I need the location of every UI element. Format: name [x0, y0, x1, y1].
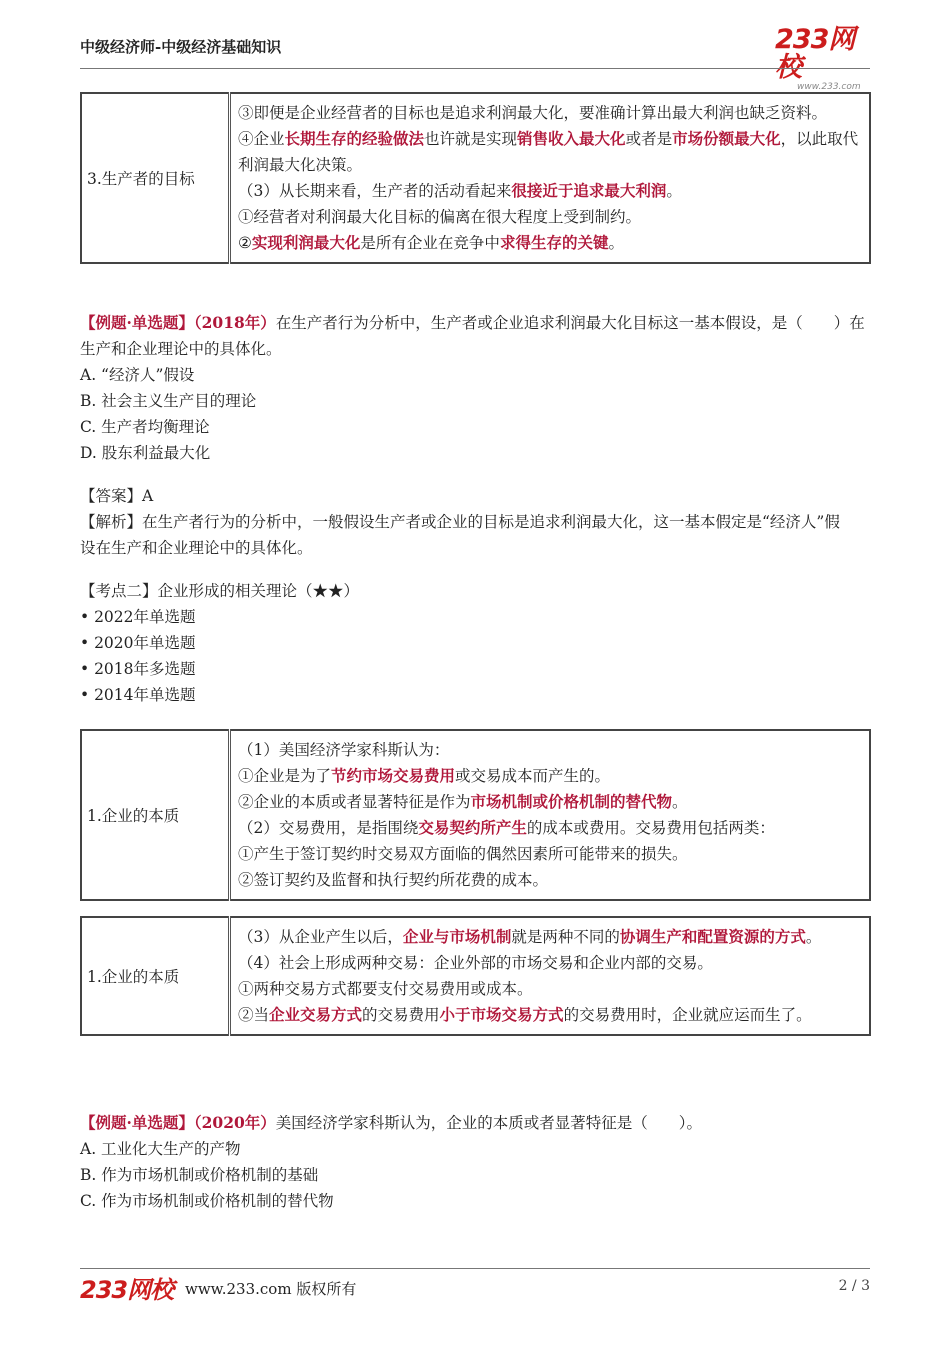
option-b: B. 社会主义生产目的理论: [80, 392, 257, 410]
header-divider: [80, 68, 870, 69]
answer-block: [80, 483, 840, 561]
page-number: 2 / 3: [838, 1278, 870, 1294]
table-line: [238, 178, 861, 204]
body-text: ，以此取代利润最大化决策。: [238, 130, 859, 174]
table-enterprise-essence-1: [80, 729, 871, 901]
knowledge-point: [80, 578, 880, 708]
kp-item: • 2022年单选题: [80, 608, 196, 626]
table-line: [238, 976, 861, 1002]
body-text: 的交易费用时，企业就应运而生了。: [563, 1006, 812, 1024]
option-c: C. 作为市场机制或价格机制的替代物: [80, 1192, 334, 1210]
body-text: ②当: [238, 1006, 270, 1024]
highlight-text: 节约市场交易费用: [331, 766, 456, 785]
body-text: 或交易成本而产生的。: [455, 767, 611, 785]
footer-divider: [80, 1268, 870, 1269]
table-line: [238, 763, 861, 789]
option-d: D. 股东利益最大化: [80, 444, 211, 462]
body-text: 就是两种不同的: [511, 928, 620, 946]
table-line: [238, 1002, 861, 1028]
table-content: [230, 93, 871, 263]
body-text: （3）从长期来看，生产者的活动看起来: [238, 182, 512, 200]
highlight-text: 市场份额最大化: [672, 129, 781, 148]
brand-logo: [775, 24, 875, 92]
footer-logo: 233网校: [80, 1276, 174, 1304]
table-line: [238, 815, 861, 841]
question-line: [80, 1110, 880, 1136]
kp-item: • 2020年单选题: [80, 634, 196, 652]
header-title: 中级经济师-中级经济基础知识: [80, 38, 282, 56]
table-line: [238, 841, 861, 867]
body-text: 或者是: [625, 130, 673, 148]
kp-item: • 2014年单选题: [80, 686, 196, 704]
table-label: 1.企业的本质: [81, 730, 230, 900]
question-tag: 【例题·单选题】（2020年）: [80, 1113, 276, 1132]
logo-text: 233网校: [775, 24, 855, 83]
highlight-text: 实现利润最大化: [251, 233, 361, 252]
table-line: [238, 737, 861, 763]
body-text: ①经营者对利润最大化目标的偏离在很大程度上受到制约。: [238, 208, 642, 226]
body-text: 。: [805, 928, 822, 946]
table-line: [238, 924, 861, 950]
body-text: ②签订契约及监督和执行契约所花费的成本。: [238, 871, 549, 889]
body-text: 的成本或费用。交易费用包括两类：: [526, 819, 775, 837]
question-tag: 【例题·单选题】（2018年）: [80, 313, 276, 332]
body-text: ②: [238, 234, 252, 252]
body-text: 是所有企业在竞争中: [360, 234, 500, 252]
body-text: ①两种交易方式都要支付交易费用或成本。: [238, 980, 533, 998]
table-line: [238, 950, 861, 976]
answer-text: 【答案】A: [80, 487, 154, 505]
highlight-text: 市场机制或价格机制的替代物: [470, 792, 673, 811]
highlight-text: 交易契约所产生: [418, 818, 527, 837]
highlight-text: 小于市场交易方式: [439, 1005, 564, 1024]
highlight-text: 企业交易方式: [269, 1005, 363, 1024]
highlight-text: 长期生存的经验做法: [284, 129, 425, 148]
body-text: 。: [672, 793, 688, 811]
highlight-text: 企业与市场机制: [402, 927, 512, 946]
option-a: A. 工业化大生产的产物: [80, 1140, 241, 1158]
body-text: ③即便是企业经营者的目标也是追求利润最大化，要准确计算出最大利润也缺乏资料。: [238, 104, 828, 122]
table-line: [238, 126, 861, 178]
table-label: 3.生产者的目标: [81, 93, 230, 263]
question-line: [80, 310, 880, 362]
table-label: 1.企业的本质: [81, 917, 230, 1035]
body-text: ②企业的本质或者显著特征是作为: [238, 793, 471, 811]
body-text: （1）美国经济学家科斯认为：: [238, 741, 450, 759]
body-text: ①企业是为了: [238, 767, 332, 785]
option-c: C. 生产者均衡理论: [80, 418, 210, 436]
highlight-text: 求得生存的关键: [499, 233, 609, 252]
table-line: [238, 867, 861, 893]
example-question-2018: [80, 310, 880, 466]
body-text: 。: [666, 182, 682, 200]
table-line: [238, 100, 861, 126]
highlight-text: 协调生产和配置资源的方式: [619, 927, 806, 946]
body-text: （3）从企业产生以后，: [238, 928, 403, 946]
highlight-text: 很接近于追求最大利润: [511, 181, 667, 200]
question-stem: 在生产者行为分析中，生产者或企业追求利润最大化目标这一基本假设，是（ ）在生产和企业理论中的具体化。: [80, 314, 865, 358]
table-line: [238, 230, 861, 256]
body-text: ①产生于签订契约时交易双方面临的偶然因素所可能带来的损失。: [238, 845, 688, 863]
example-question-2020: [80, 1110, 880, 1214]
body-text: （4）社会上形成两种交易：企业外部的市场交易和企业内部的交易。: [238, 954, 713, 972]
table-content: [230, 730, 871, 900]
body-text: 的交易费用: [362, 1006, 440, 1024]
table-enterprise-essence-2: [80, 916, 871, 1036]
table-content: [230, 917, 871, 1035]
option-b: B. 作为市场机制或价格机制的基础: [80, 1166, 319, 1184]
option-a: A. “经济人”假设: [80, 366, 195, 384]
body-text: 也许就是实现: [424, 130, 518, 148]
table-line: [238, 204, 861, 230]
footer-copyright: www.233.com 版权所有: [185, 1280, 357, 1298]
body-text: 。: [608, 234, 624, 252]
body-text: ④企业: [238, 130, 285, 148]
table-line: [238, 789, 861, 815]
logo-url: www.233.com: [797, 82, 861, 92]
question-stem: 美国经济学家科斯认为，企业的本质或者显著特征是（ ）。: [275, 1114, 703, 1132]
kp-item: • 2018年多选题: [80, 660, 196, 678]
highlight-text: 销售收入最大化: [517, 129, 626, 148]
analysis-text: 【解析】在生产者行为的分析中，一般假设生产者或企业的目标是追求利润最大化，这一基本假定是“经济人”假设在生产和企业理论中的具体化。: [80, 513, 840, 557]
body-text: （2）交易费用，是指围绕: [238, 819, 419, 837]
table-producer-goal: [80, 92, 871, 264]
kp-title: 【考点二】企业形成的相关理论（★★）: [80, 582, 360, 600]
